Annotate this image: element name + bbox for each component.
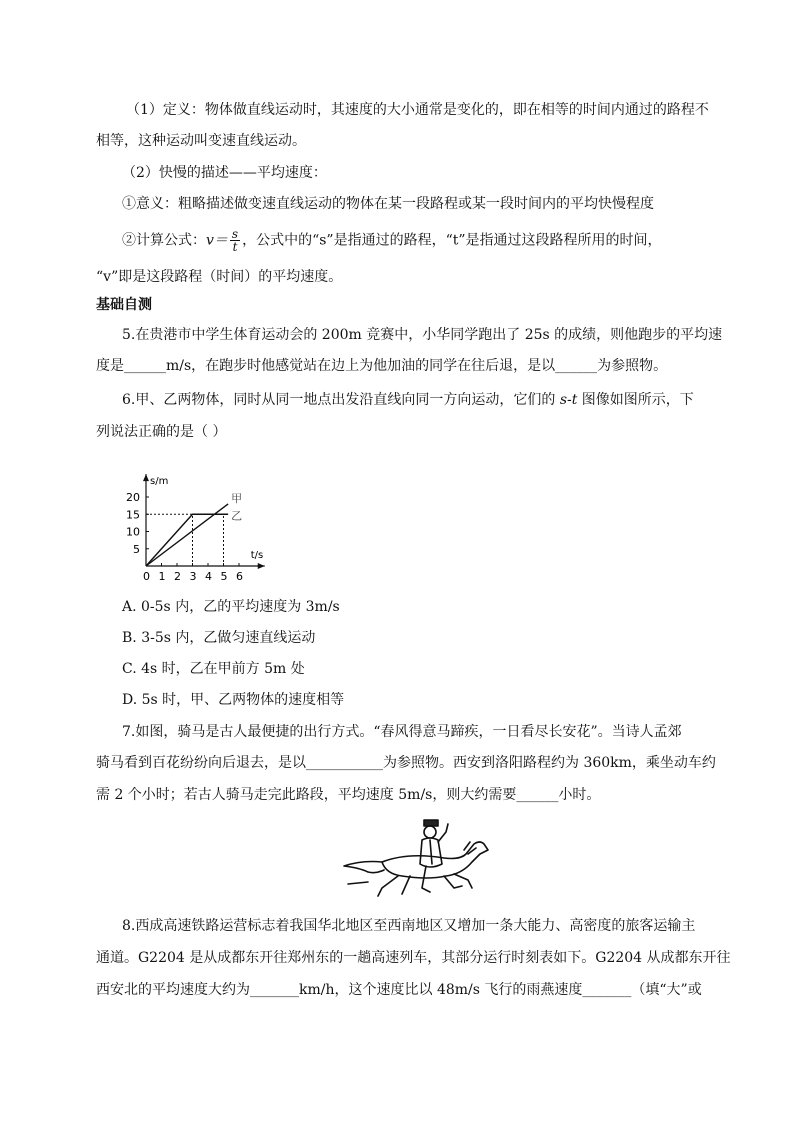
q7-line-2: 骑马看到百花纷纷向后退去，是以___________为参照物。西安到洛阳路程约为 360km，乘坐动车约 [96,755,716,771]
q7-line-1: 7.如图，骑马是古人最便捷的出行方式。“春风得意马蹄疾，一日看尽长安花”。当诗人孟郊 [122,724,682,740]
q5-line-2: 度是______m/s，在跑步时他感觉站在边上为他加油的同学在往后退，是以______为参照物。 [96,358,668,374]
formula-prefix: ②计算公式： [122,232,206,249]
option-a: A. 0-5s 内，乙的平均速度为 3m/s [122,599,340,615]
x-tick-label: 3 [189,570,197,583]
q8-line-2: 通道。G2204 是从成都东开往郑州东的一趟高速列车，其部分运行时刻表如下。G2204 从成都东开往 [96,950,731,966]
x-axis-label: t/s [250,550,264,561]
formula-fraction [230,228,240,253]
x-tick-label: 1 [158,570,166,583]
formula-v: v＝ [206,232,228,249]
y-tick-label: 15 [126,508,140,522]
horse-rider-illustration [338,814,494,904]
s-t-graph [118,448,288,584]
option-c: C. 4s 时，乙在甲前方 5m 处 [122,661,305,677]
y-axis-label: s/m [150,476,169,488]
meaning-line: ①意义：粗略描述做变速直线运动的物体在某一段路程或某一段时间内的平均快慢程度 [122,196,654,212]
y-tick-label: 10 [126,525,140,539]
q6-line-1-a: 6.甲、乙两物体，同时从同一地点出发沿直线向同一方向运动，它们的 [122,392,560,408]
series-line-2 [146,514,228,566]
q8-line-1: 8.西成高速铁路运营标志着我国华北地区至西南地区又增加一条大能力、高密度的旅客运输主 [122,918,696,934]
x-tick-label: 5 [220,570,228,583]
q6-line-1 [122,390,694,410]
series-label-2: 乙 [231,509,243,523]
section-title: 基础自测 [96,297,152,313]
y-tick-label: 20 [126,491,140,504]
formula-line-2: “v”即是这段路程（时间）的平均速度。 [96,269,343,285]
x-tick-label: 2 [174,570,181,583]
series-line-1 [146,504,228,566]
q6-line-1-b: 图像如图所示，下 [577,392,694,408]
definition-line-1: （1）定义：物体做直线运动时，其速度的大小通常是变化的，即在相等的时间内通过的路程不 [126,102,709,118]
formula-line [122,228,662,253]
formula-numerator: s [231,227,239,241]
x-tick-label: 4 [205,570,212,583]
y-tick-label: 5 [133,542,140,556]
q7-line-3: 需 2 个小时；若古人骑马走完此路段，平均速度 5m/s，则大约需要______小时。 [96,787,601,803]
formula-denominator: t [232,240,238,254]
formula-suffix: ，公式中的“s”是指通过的路程，“t”是指通过这段路程所用的时间， [242,232,662,249]
x-tick-label: 6 [236,570,243,583]
option-b: B. 3-5s 内，乙做匀速直线运动 [122,630,316,646]
y-axis-arrow [143,474,149,481]
option-d: D. 5s 时，甲、乙两物体的速度相等 [122,692,345,708]
x-tick-label: 0 [143,570,150,583]
q8-line-3: 西安北的平均速度大约为_______km/h，这个速度比以 48m/s 飞行的雨燕速度_______（填“大”或 [96,982,702,998]
q6-line-2: 列说法正确的是（ ） [96,424,227,440]
series-label-1: 甲 [231,491,243,505]
definition-line-2: 相等，这种运动叫变速直线运动。 [96,133,306,149]
q6-st-label: s-t [559,392,578,408]
x-axis-arrow [258,563,265,569]
q5-line-1: 5.在贵港市中学生体育运动会的 200m 竞赛中，小华同学跑出了 25s 的成绩，则他跑步的平均速 [122,327,723,343]
description-heading: （2）快慢的描述——平均速度： [122,165,327,181]
